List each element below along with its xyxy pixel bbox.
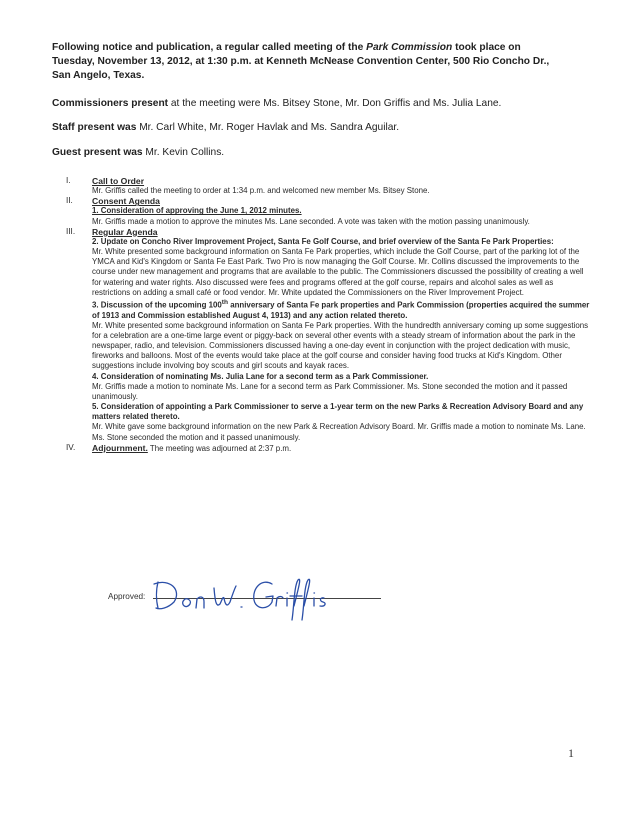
- agenda-item-title-part: anniversary of Santa Fe park properties and Park Commission (properties acquired the summer of 1913 and Commission established August 4, 1913) and any action related thereto.: [92, 300, 590, 320]
- agenda-item-title: 2. Update on Concho River Improvement Project, Santa Fe Golf Course, and brief overview of the Santa Fe Park Properties:: [92, 236, 554, 246]
- section-call-to-order: [52, 176, 592, 196]
- section-text: The meeting was adjourned at 2:37 p.m.: [147, 443, 292, 453]
- commissioners-present: [52, 97, 592, 110]
- section-numeral: I.: [66, 176, 71, 185]
- guest-present: [52, 146, 592, 159]
- guest-label: Guest present was: [52, 147, 143, 158]
- staff-present: [52, 121, 592, 134]
- section-text: Mr. Griffis called the meeting to order at 1:34 p.m. and welcomed new member Ms. Bitsey Stone.: [92, 186, 430, 196]
- commission-name: Park Commission: [366, 42, 453, 53]
- section-numeral: IV.: [66, 442, 76, 452]
- section-adjournment: [52, 443, 592, 454]
- intro-line2: Tuesday, November 13, 2012, at 1:30 p.m. at Kenneth McNease Convention Center, 500 Rio Concho Dr.,: [52, 56, 550, 67]
- consent-item-title: 1. Consideration of approving the June 1, 2012 minutes.: [92, 206, 302, 216]
- agenda-item-text: Mr. White presented some background information on Santa Fe Park properties. With the hundredth anniversary coming up some suggestions for a celebration are a one-time large event or piggy-back on several other events with a steady stream of information about the park in the newspaper, radio, and television. Commissioners discussed having a one-day event in conjunction with the project dedication with music, fireworks and balloons. Most of the events would take place at the golf course and consider having food trucks at Kid's Kingdom. Other suggestions include involving boy scouts and girl scouts and kayak races.: [92, 320, 589, 371]
- guest-text: Mr. Kevin Collins.: [142, 147, 225, 158]
- meeting-intro: [52, 41, 592, 83]
- agenda-item-title: 4. Consideration of nominating Ms. Julia Lane for a second term as a Park Commissioner.: [92, 371, 429, 381]
- ordinal-suffix: th: [221, 298, 229, 306]
- agenda-item-text: Mr. Griffis made a motion to nominate Ms. Lane for a second term as Park Commissioner. Ms. Stone seconded the motion and it passed unanimously.: [92, 381, 568, 401]
- staff-text: Mr. Carl White, Mr. Roger Havlak and Ms. Sandra Aguilar.: [136, 122, 400, 133]
- signature-image: [148, 568, 378, 628]
- section-numeral: III.: [66, 226, 76, 236]
- section-heading: Call to Order: [92, 176, 145, 186]
- section-heading: Regular Agenda: [92, 226, 158, 237]
- intro-line1-end: took place on: [455, 42, 521, 53]
- agenda-item-text: Mr. White presented some background information on Santa Fe Park properties, which include the Golf Course, part of the parking lot of the YMCA and Kid's Kingdom or Santa Fe East Park. Two Pro is now managing the Golf Course. Mr. Collins discussed the improvements to the course under new management and programs that are available to the public. The Commissioners discussed the possibility of creating a well for watering and water rights. Also discussed were fees and programs offered at the golf course, repairs and alcohol sales as well as restrictions on adding a small café or food vendor. Mr. White updated the Commissioners on the River Improvement Project.: [92, 247, 584, 297]
- agenda-item-title: 5. Consideration of appointing a Park Commissioner to serve a 1-year term on the new Parks & Recreation Advisory Board and any matters related thereto.: [92, 402, 584, 422]
- commissioners-text: at the meeting were Ms. Bitsey Stone, Mr. Don Griffis and Ms. Julia Lane.: [168, 98, 502, 109]
- agenda-item-text: Mr. White gave some background information on the new Park & Recreation Advisory Board. Mr. Griffis made a motion to nominate Ms. Lane. Ms. Stone seconded the motion and it passed unanimously.: [92, 422, 586, 442]
- intro-line1: Following notice and publication, a regular called meeting of the: [52, 42, 364, 53]
- section-heading: Consent Agenda: [92, 196, 160, 207]
- page-number: 1: [568, 746, 574, 760]
- section-numeral: II.: [66, 196, 73, 206]
- intro-line3: San Angelo, Texas.: [52, 70, 145, 81]
- section-regular-agenda: [52, 227, 592, 443]
- section-text: Mr. Griffis made a motion to approve the minutes Ms. Lane seconded. A vote was taken with the motion passing unanimously.: [92, 216, 530, 226]
- agenda-item-title-part: 3. Discussion of the upcoming 100: [92, 300, 222, 310]
- section-consent-agenda: [52, 196, 592, 226]
- commissioners-label: Commissioners present: [52, 98, 169, 109]
- approved-label: Approved:: [108, 592, 146, 601]
- agenda: [52, 176, 592, 454]
- section-heading: Adjournment.: [92, 442, 148, 453]
- staff-label: Staff present was: [52, 122, 137, 133]
- agenda-item-title: [92, 298, 592, 321]
